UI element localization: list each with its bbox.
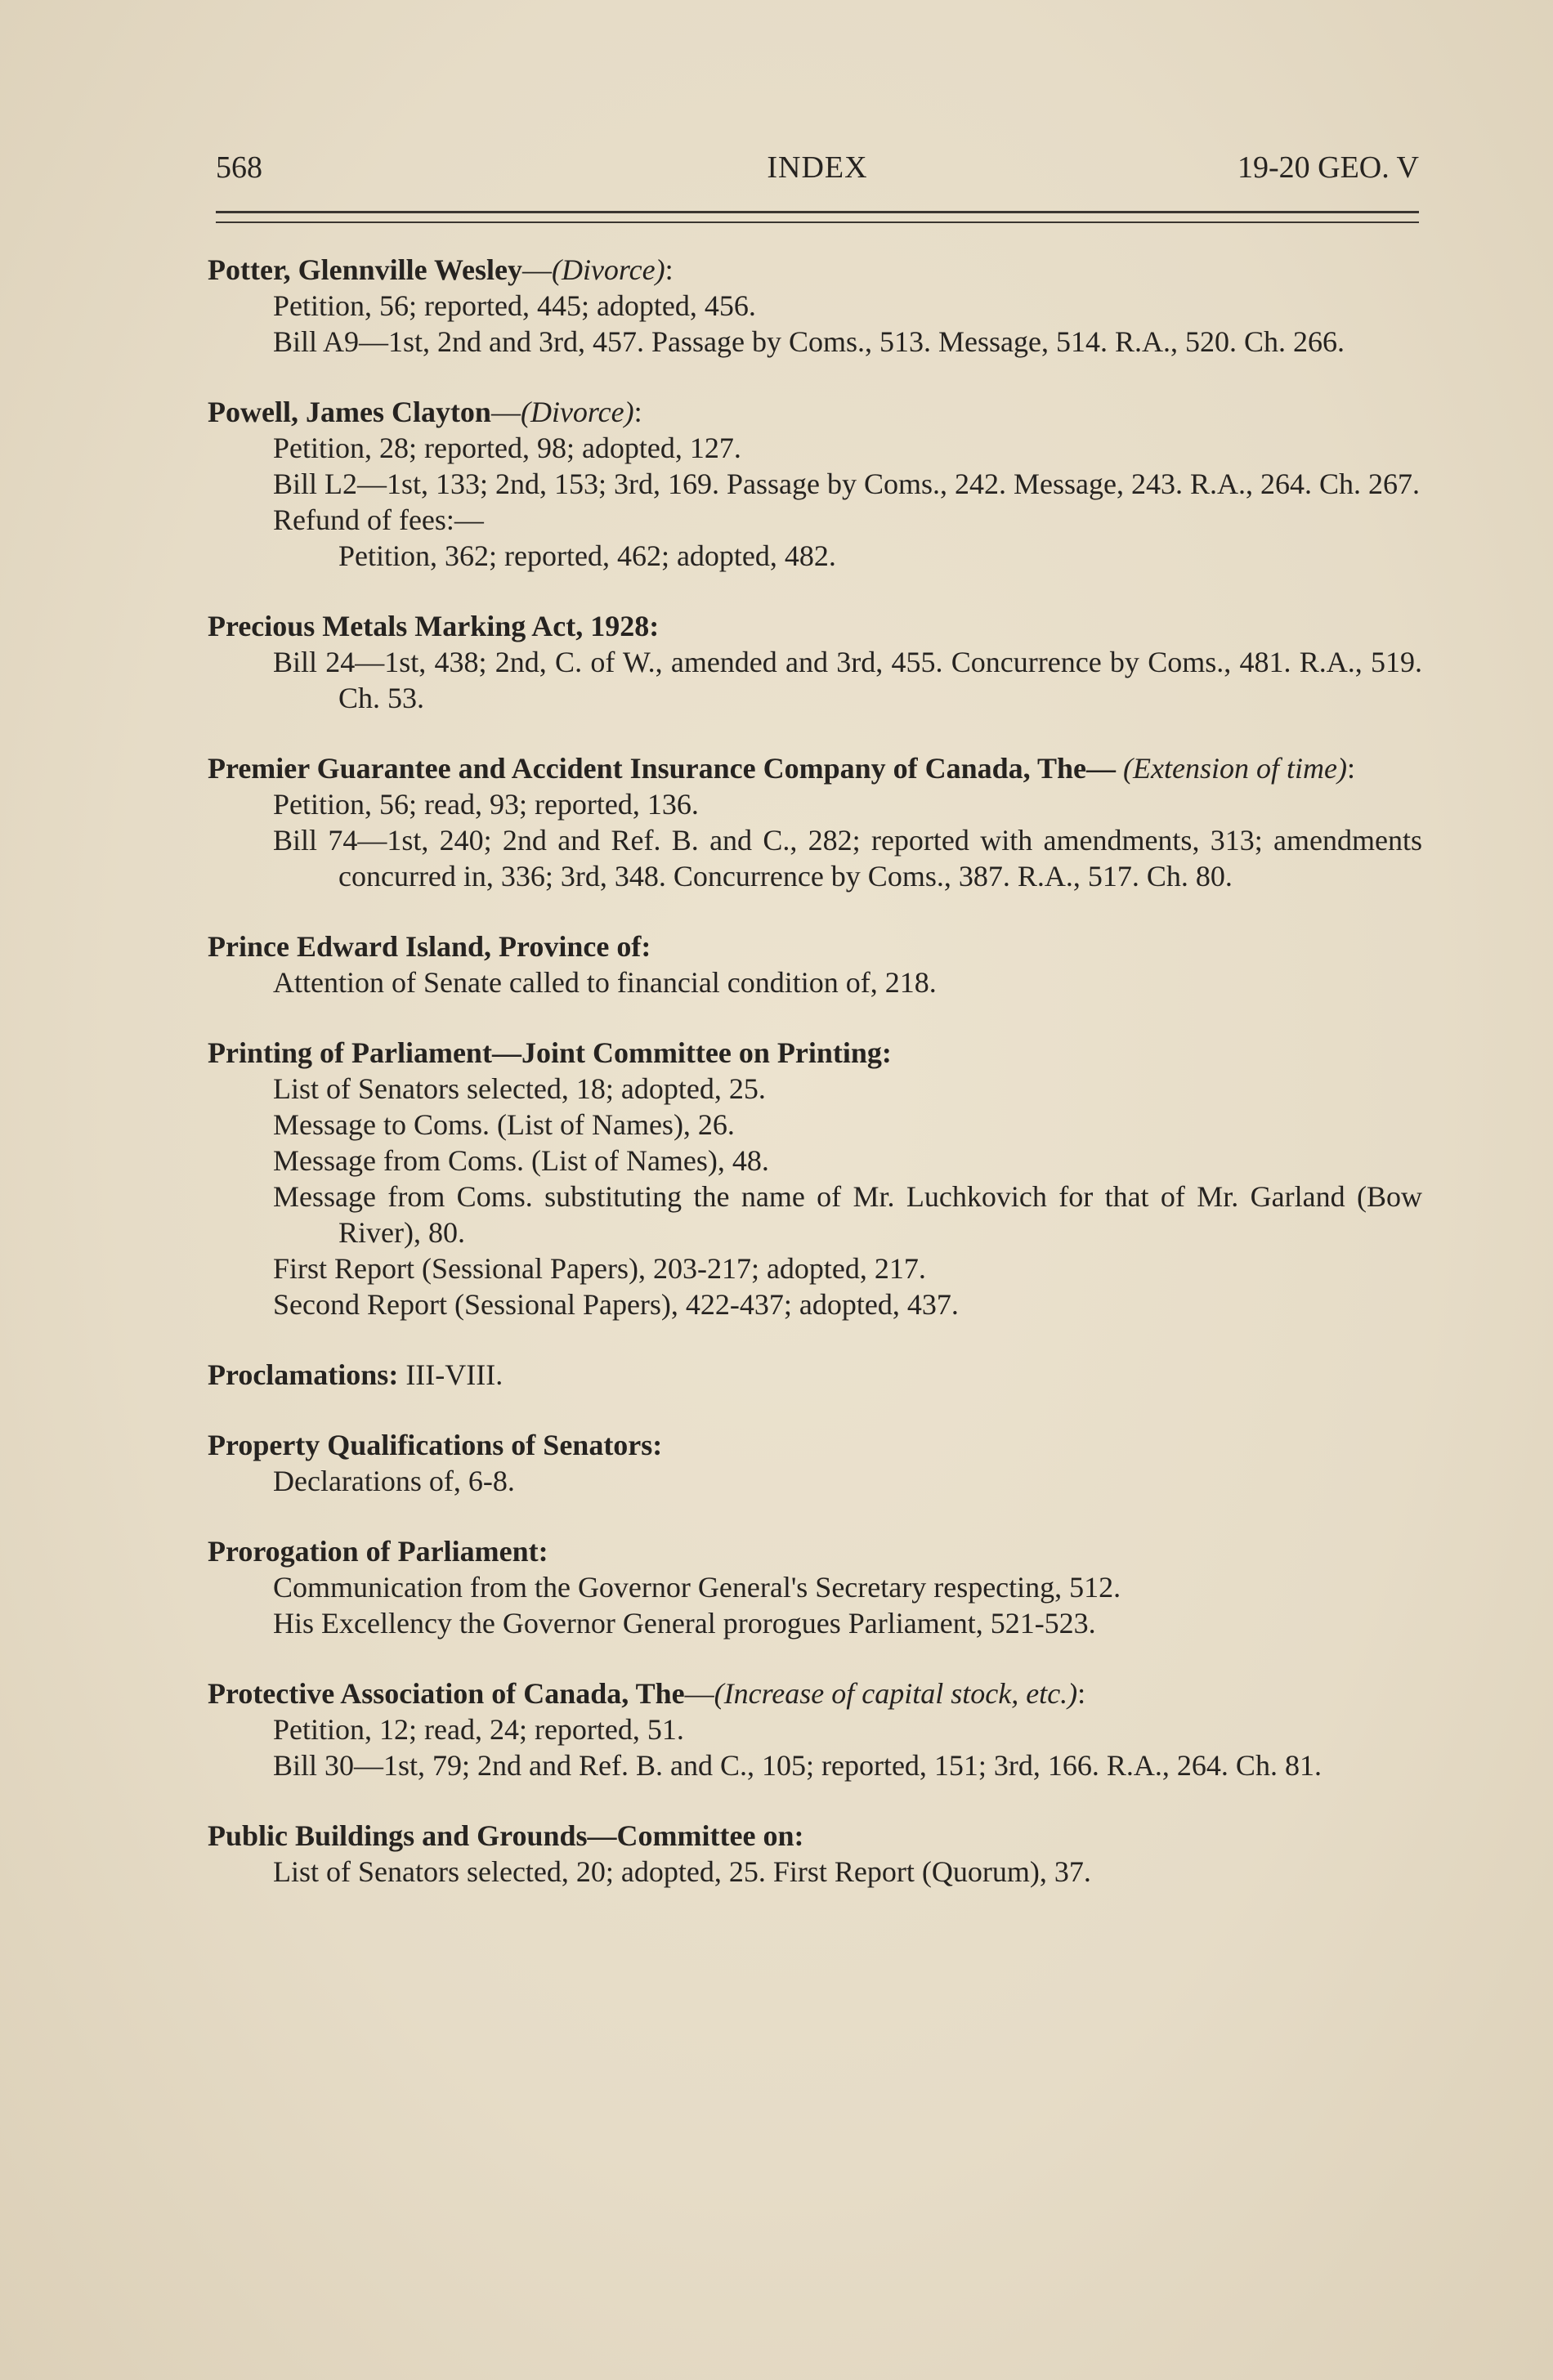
entry-line: Message from Coms. (List of Names), 48. — [273, 1144, 769, 1177]
entry-heading: Printing of Parliament—Joint Committee on Printing: — [208, 1036, 892, 1069]
entry-heading: Proclamations: III-VIII. — [208, 1358, 503, 1391]
entry-heading: Property Qualifications of Senators: — [208, 1429, 663, 1461]
entry-qualifier: (Divorce) — [551, 253, 665, 286]
entry-line: Bill 30—1st, 79; 2nd and Ref. B. and C., 105; reported, 151; 3rd, 166. R.A., 264. Ch. 81. — [273, 1749, 1322, 1782]
index-entry — [208, 1035, 1422, 1322]
entry-heading: Protective Association of Canada, The—(Increase of capital stock, etc.): — [208, 1677, 1086, 1710]
entry-heading-text: Prorogation of Parliament — [208, 1535, 539, 1568]
entry-line: Bill 24—1st, 438; 2nd, C. of W., amended and 3rd, 455. Concurrence by Coms., 481. R.A., 519. Ch. 53. — [273, 646, 1422, 714]
entry-line: Declarations of, 6-8. — [273, 1465, 515, 1497]
page-title: INDEX — [767, 150, 868, 185]
entry-heading: Premier Guarantee and Accident Insurance Company of Canada, The— (Extension of time): — [208, 752, 1355, 785]
entry-line: Message from Coms. substituting the name of Mr. Luchkovich for that of Mr. Garland (Bow River), 80. — [273, 1180, 1422, 1249]
entry-line: Bill L2—1st, 133; 2nd, 153; 3rd, 169. Passage by Coms., 242. Message, 243. R.A., 264. Ch. 267. — [273, 468, 1420, 500]
entry-line: Bill 74—1st, 240; 2nd and Ref. B. and C., 282; reported with amendments, 313; amendments concurred in, 336; 3rd, 348. Concurrence by Coms., 387. R.A., 517. Ch. 80. — [273, 824, 1422, 892]
index-entry — [208, 1357, 1422, 1393]
entry-qualifier: (Extension of time) — [1123, 752, 1347, 785]
entry-inline-ref: III-VIII. — [405, 1358, 503, 1391]
entry-qualifier: (Divorce) — [520, 396, 634, 428]
entry-line: Refund of fees:— — [273, 503, 484, 536]
entry-line: Second Report (Sessional Papers), 422-437; adopted, 437. — [273, 1288, 959, 1321]
entry-line: First Report (Sessional Papers), 203-217; adopted, 217. — [273, 1252, 926, 1285]
entry-heading-text: Public Buildings and Grounds—Committee on — [208, 1819, 794, 1852]
entry-line: Bill A9—1st, 2nd and 3rd, 457. Passage by Coms., 513. Message, 514. R.A., 520. Ch. 266. — [273, 325, 1345, 358]
index-entry — [208, 1427, 1422, 1499]
entry-heading: Precious Metals Marking Act, 1928: — [208, 610, 660, 642]
entry-subline: Petition, 362; reported, 462; adopted, 482. — [338, 539, 836, 572]
header-double-rule — [216, 211, 1419, 223]
entry-line: Petition, 12; read, 24; reported, 51. — [273, 1713, 684, 1746]
index-entry — [208, 1675, 1422, 1783]
entry-heading-text: Protective Association of Canada, The — [208, 1677, 685, 1710]
entry-heading-text: Potter, Glennville Wesley — [208, 253, 522, 286]
entry-heading: Prince Edward Island, Province of: — [208, 930, 651, 963]
index-entry — [208, 750, 1422, 894]
entry-heading-text: Prince Edward Island, Province of — [208, 930, 642, 963]
index-entry — [208, 1818, 1422, 1890]
entry-line: Communication from the Governor General's Secretary respecting, 512. — [273, 1571, 1121, 1604]
entry-line: Petition, 28; reported, 98; adopted, 127. — [273, 432, 741, 464]
entry-line: List of Senators selected, 20; adopted, 25. First Report (Quorum), 37. — [273, 1855, 1091, 1888]
index-entries — [208, 252, 1422, 1924]
entry-line: Petition, 56; reported, 445; adopted, 456. — [273, 289, 756, 322]
index-entry — [208, 1533, 1422, 1641]
entry-qualifier: (Increase of capital stock, etc.) — [714, 1677, 1078, 1710]
running-head — [216, 147, 1419, 188]
entry-line: Attention of Senate called to financial condition of, 218. — [273, 966, 937, 999]
entry-heading: Powell, James Clayton—(Divorce): — [208, 396, 642, 428]
page-number: 568 — [216, 150, 262, 185]
index-entry — [208, 394, 1422, 574]
entry-heading: Public Buildings and Grounds—Committee on: — [208, 1819, 804, 1852]
index-entry — [208, 608, 1422, 716]
entry-line: List of Senators selected, 18; adopted, 25. — [273, 1072, 766, 1105]
entry-heading: Prorogation of Parliament: — [208, 1535, 548, 1568]
entry-heading-text: Precious Metals Marking Act, 1928 — [208, 610, 650, 642]
entry-heading-text: Premier Guarantee and Accident Insurance Company of Canada, The— — [208, 752, 1117, 785]
entry-heading-text: Printing of Parliament—Joint Committee on Printing — [208, 1036, 882, 1069]
entry-heading-text: Property Qualifications of Senators — [208, 1429, 653, 1461]
entry-line: Message to Coms. (List of Names), 26. — [273, 1108, 735, 1141]
entry-line: His Excellency the Governor General prorogues Parliament, 521-523. — [273, 1607, 1096, 1640]
session-label: 19-20 GEO. V — [1237, 150, 1419, 185]
entry-heading-text: Powell, James Clayton — [208, 396, 491, 428]
index-entry — [208, 252, 1422, 360]
index-entry — [208, 928, 1422, 1000]
entry-line: Petition, 56; read, 93; reported, 136. — [273, 788, 699, 821]
entry-heading: Potter, Glennville Wesley—(Divorce): — [208, 253, 674, 286]
entry-heading-text: Proclamations — [208, 1358, 389, 1391]
